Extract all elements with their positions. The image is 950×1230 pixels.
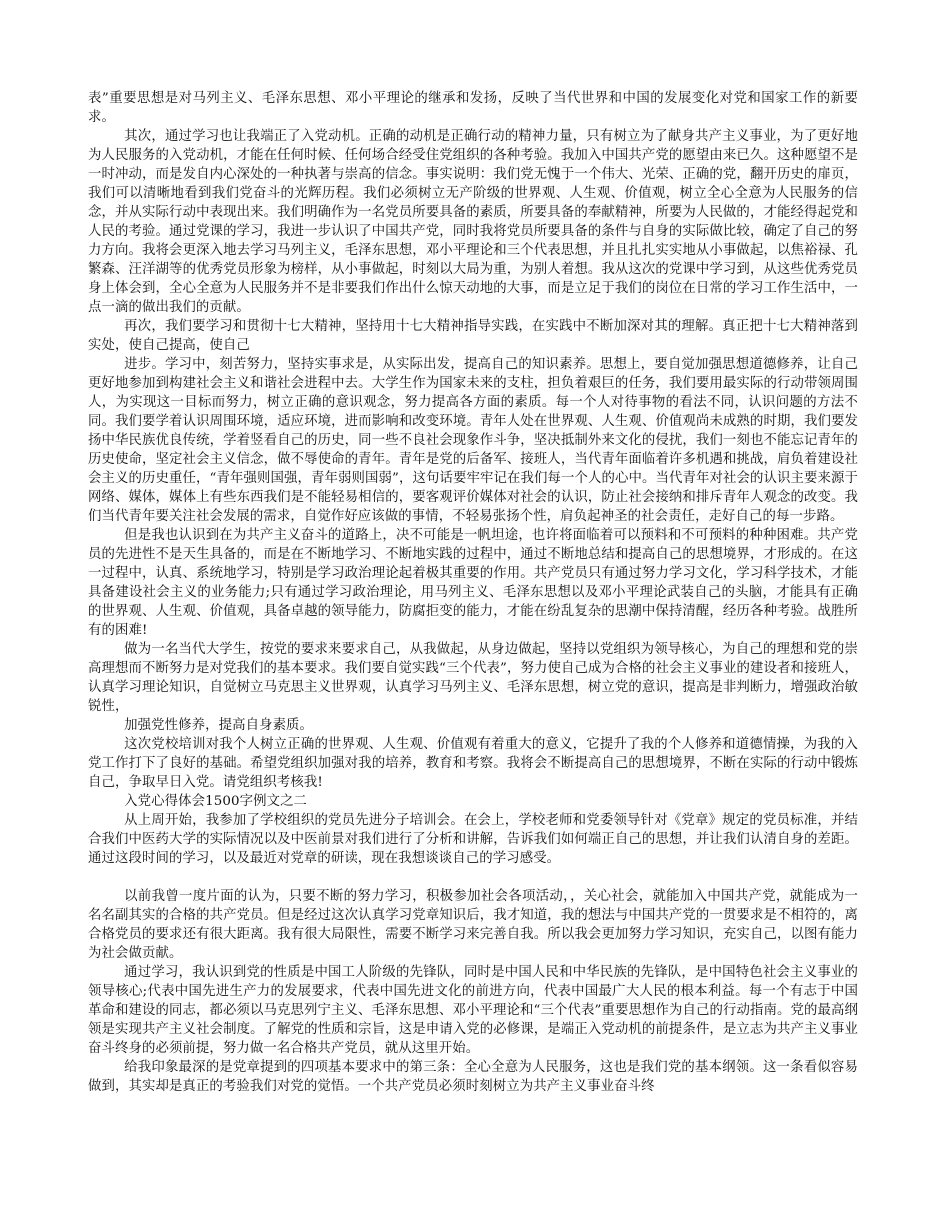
paragraph-intro-continuation: 表”重要思想是对马列主义、毛泽东思想、邓小平理论的继承和发扬，反映了当代世界和中国的发展变化对党和国家工作的新要求。 [88,91,858,125]
paragraph-party-nature: 通过学习，我认识到党的性质是中国工人阶级的先锋队，同时是中国人民和中华民族的先锋队，是中国特色社会主义事业的领导核心;代表中国先进生产力的发展要求，代表中国先进文化的前进方向，代表中国最广大人民的根本利益。每一个有志于中国革命和建设的同志，都必须以马克思列宁主义、毛泽东思想、邓小平理论和“三个代表”重要思想作为自己的行动指南。党的最高纲领是实现共产主义社会制度。了解党的性质和宗旨，这是申请入党的必修课，是端正入党动机的前提条件，是立志为共产主义事业奋斗终身的必须前提，努力做一名合格共产党员，就从这里开始。 [88,965,858,1056]
paragraph-party-spirit: 加强党性修养，提高自身素质。 [124,718,314,733]
paragraph-earlier-view: 以前我曾一度片面的认为，只要不断的努力学习，积极参加社会各项活动，，关心社会，就能加入中国共产党，就能成为一名名副其实的合格的共产党员。但是经过这次认真学习党章知识后，我才知道，我的想法与中国共产党的一贯要求是不相符的，离合格党员的要求还有很大距离。我有很大局限性，需要不断学习来完善自我。所以我会更加努力学习知识，充实自己，以图有能力为社会做贡献。 [88,889,858,961]
blank-line [88,868,858,887]
paragraph-training-summary: 这次党校培训对我个人树立正确的世界观、人生观、价值观有着重大的意义，它提升了我的个人修养和道德情操，为我的入党工作打下了良好的基础。希望党组织加强对我的培养，教育和考察。我将会不断提高自己的思想境界，不断在实际的行动中锻炼自己，争取早日入党。请党组织考核我! [88,737,858,790]
document-body [88,89,858,1096]
paragraph-student-duty: 做为一名当代大学生，按党的要求来要求自己，从我做起，从身边做起，坚持以党组织为领导核心，为自己的理想和党的崇高理想而不断努力是对党我们的基本要求。我们要自觉实践“三个代表”，努力使自己成为合格的社会主义事业的建设者和接班人，认真学习理论知识，自觉树立马克思主义世界观，认真学习马列主义、毛泽东思想，树立党的意识，提高是非判断力，增强政治敏锐性， [88,642,858,714]
paragraph-seventeenth-congress: 再次，我们要学习和贯彻十七大精神，坚持用十七大精神指导实践，在实践中不断加深对其的理解。真正把十七大精神落到实处，使自己提高，使自己 [88,319,858,353]
section-heading: 入党心得体会1500字例文之二 [124,794,308,809]
paragraph-progress: 进步。学习中，刻苦努力，坚持实事求是，从实际出发，提高自己的知识素养。思想上，要自觉加强思想道德修养，让自己更好地参加到构建社会主义和谐社会进程中去。大学生作为国家未来的支柱，担负着艰巨的任务，我们要用最实际的行动带领周围人，为实现这一目标而努力，树立正确的意识观念，努力提高各方面的素质。每一个人对待事物的看法不同，认识问题的方法不同。我们要学着认识周围环境，适应环境，进而影响和改变环境。青年人处在世界观、人生观、价值观尚未成熟的时期，我们要发扬中华民族优良传统，学着竖看自己的历史，同一些不良社会现象作斗争，坚决抵制外来文化的侵扰，我们一刻也不能忘记青年的历史使命，坚定社会主义信念，做不辱使命的青年。青年是党的后备军、接班人，当代青年面临着许多机遇和挑战，肩负着建设社会主义的历史重任，“青年强则国强，青年弱则国弱”，这句话要牢牢记在我们每一个人的心中。当代青年对社会的认识主要来源于网络、媒体，媒体上有些东西我们是不能轻易相信的，要客观评价媒体对社会的认识，防止社会接纳和排斥青年人观念的改变。我们当代青年要关注社会发展的需求，自觉作好应该做的事情，不轻易张扬个性，肩负起神圣的社会责任，走好自己的每一步路。 [88,357,858,524]
paragraph-deepest-impression: 给我印象最深的是党章提到的四项基本要求中的第三条：全心全意为人民服务，这也是我们党的基本纲领。这一条看似容易做到，其实却是真正的考验我们对党的觉悟。一个共产党员必须时刻树立为共产主义事业奋斗终 [88,1060,858,1094]
paragraph-motivation: 其次，通过学习也让我端正了入党动机。正确的动机是正确行动的精神力量，只有树立为了献身共产主义事业，为了更好地为人民服务的入党动机，才能在任何时候、任何场合经受住党组织的各种考验。我加入中国共产党的愿望由来已久。这种愿望不是一时冲动，而是发自内心深处的一种执著与崇高的信念。事实说明：我们党无愧于一个伟大、光荣、正确的党，翻开历史的扉页，我们可以清晰地看到我们党奋斗的光辉历程。我们必须树立无产阶级的世界观、人生观、价值观，树立全心全意为人民服务的信念，并从实际行动中表现出来。我们明确作为一名党员所要具备的素质，所要具备的奉献精神，所要为人民做的，才能经得起党和人民的考验。通过党课的学习，我进一步认识了中国共产党，同时我将党员所要具备的条件与自身的实际做比较，确定了自己的努力方向。我将会更深入地去学习马列主义，毛泽东思想，邓小平理论和三个代表思想，并且扎扎实实地从小事做起，以焦裕禄、孔繁森、汪洋湖等的优秀党员形象为榜样，从小事做起，时刻以大局为重，为别人着想。我从这次的党课中学习到，从这些优秀党员身上体会到，全心全意为人民服务并不是非要我们作出什么惊天动地的大事，而是立足于我们的岗位在日常的学习工作生活中，一点一滴的做出我们的贡献。 [88,129,858,315]
paragraph-difficulties: 但是我也认识到在为共产主义奋斗的道路上，决不可能是一帆坦途，也许将面临着可以预料和不可预料的种种困难。共产党员的先进性不是天生具备的，而是在不断地学习、不断地实践的过程中，通过不断地总结和提高自己的思想境界，才形成的。在这一过程中，认真、系统地学习，特别是学习政治理论起着极其重要的作用。共产党员只有通过努力学习文化，学习科学技术，才能具备建设社会主义的业务能力;只有通过学习政治理论，用马列主义、毛泽东思想以及邓小平理论武装自己的头脑，才能具有正确的世界观、人生观、价值观，具备卓越的领导能力，防腐拒变的能力，才能在纷乱复杂的思潮中保持清醒，经历各种考验。战胜所有的困难! [88,528,858,638]
paragraph-training-start: 从上周开始，我参加了学校组织的党员先进分子培训会。在会上，学校老师和党委领导针对《党章》规定的党员标准，并结合我们中医药大学的实际情况以及中医前景对我们进行了分析和讲解，告诉我们如何端正自己的思想，并让我们认清自身的差距。通过这段时间的学习，以及最近对党章的研读，现在我想谈谈自己的学习感受。 [88,813,858,866]
